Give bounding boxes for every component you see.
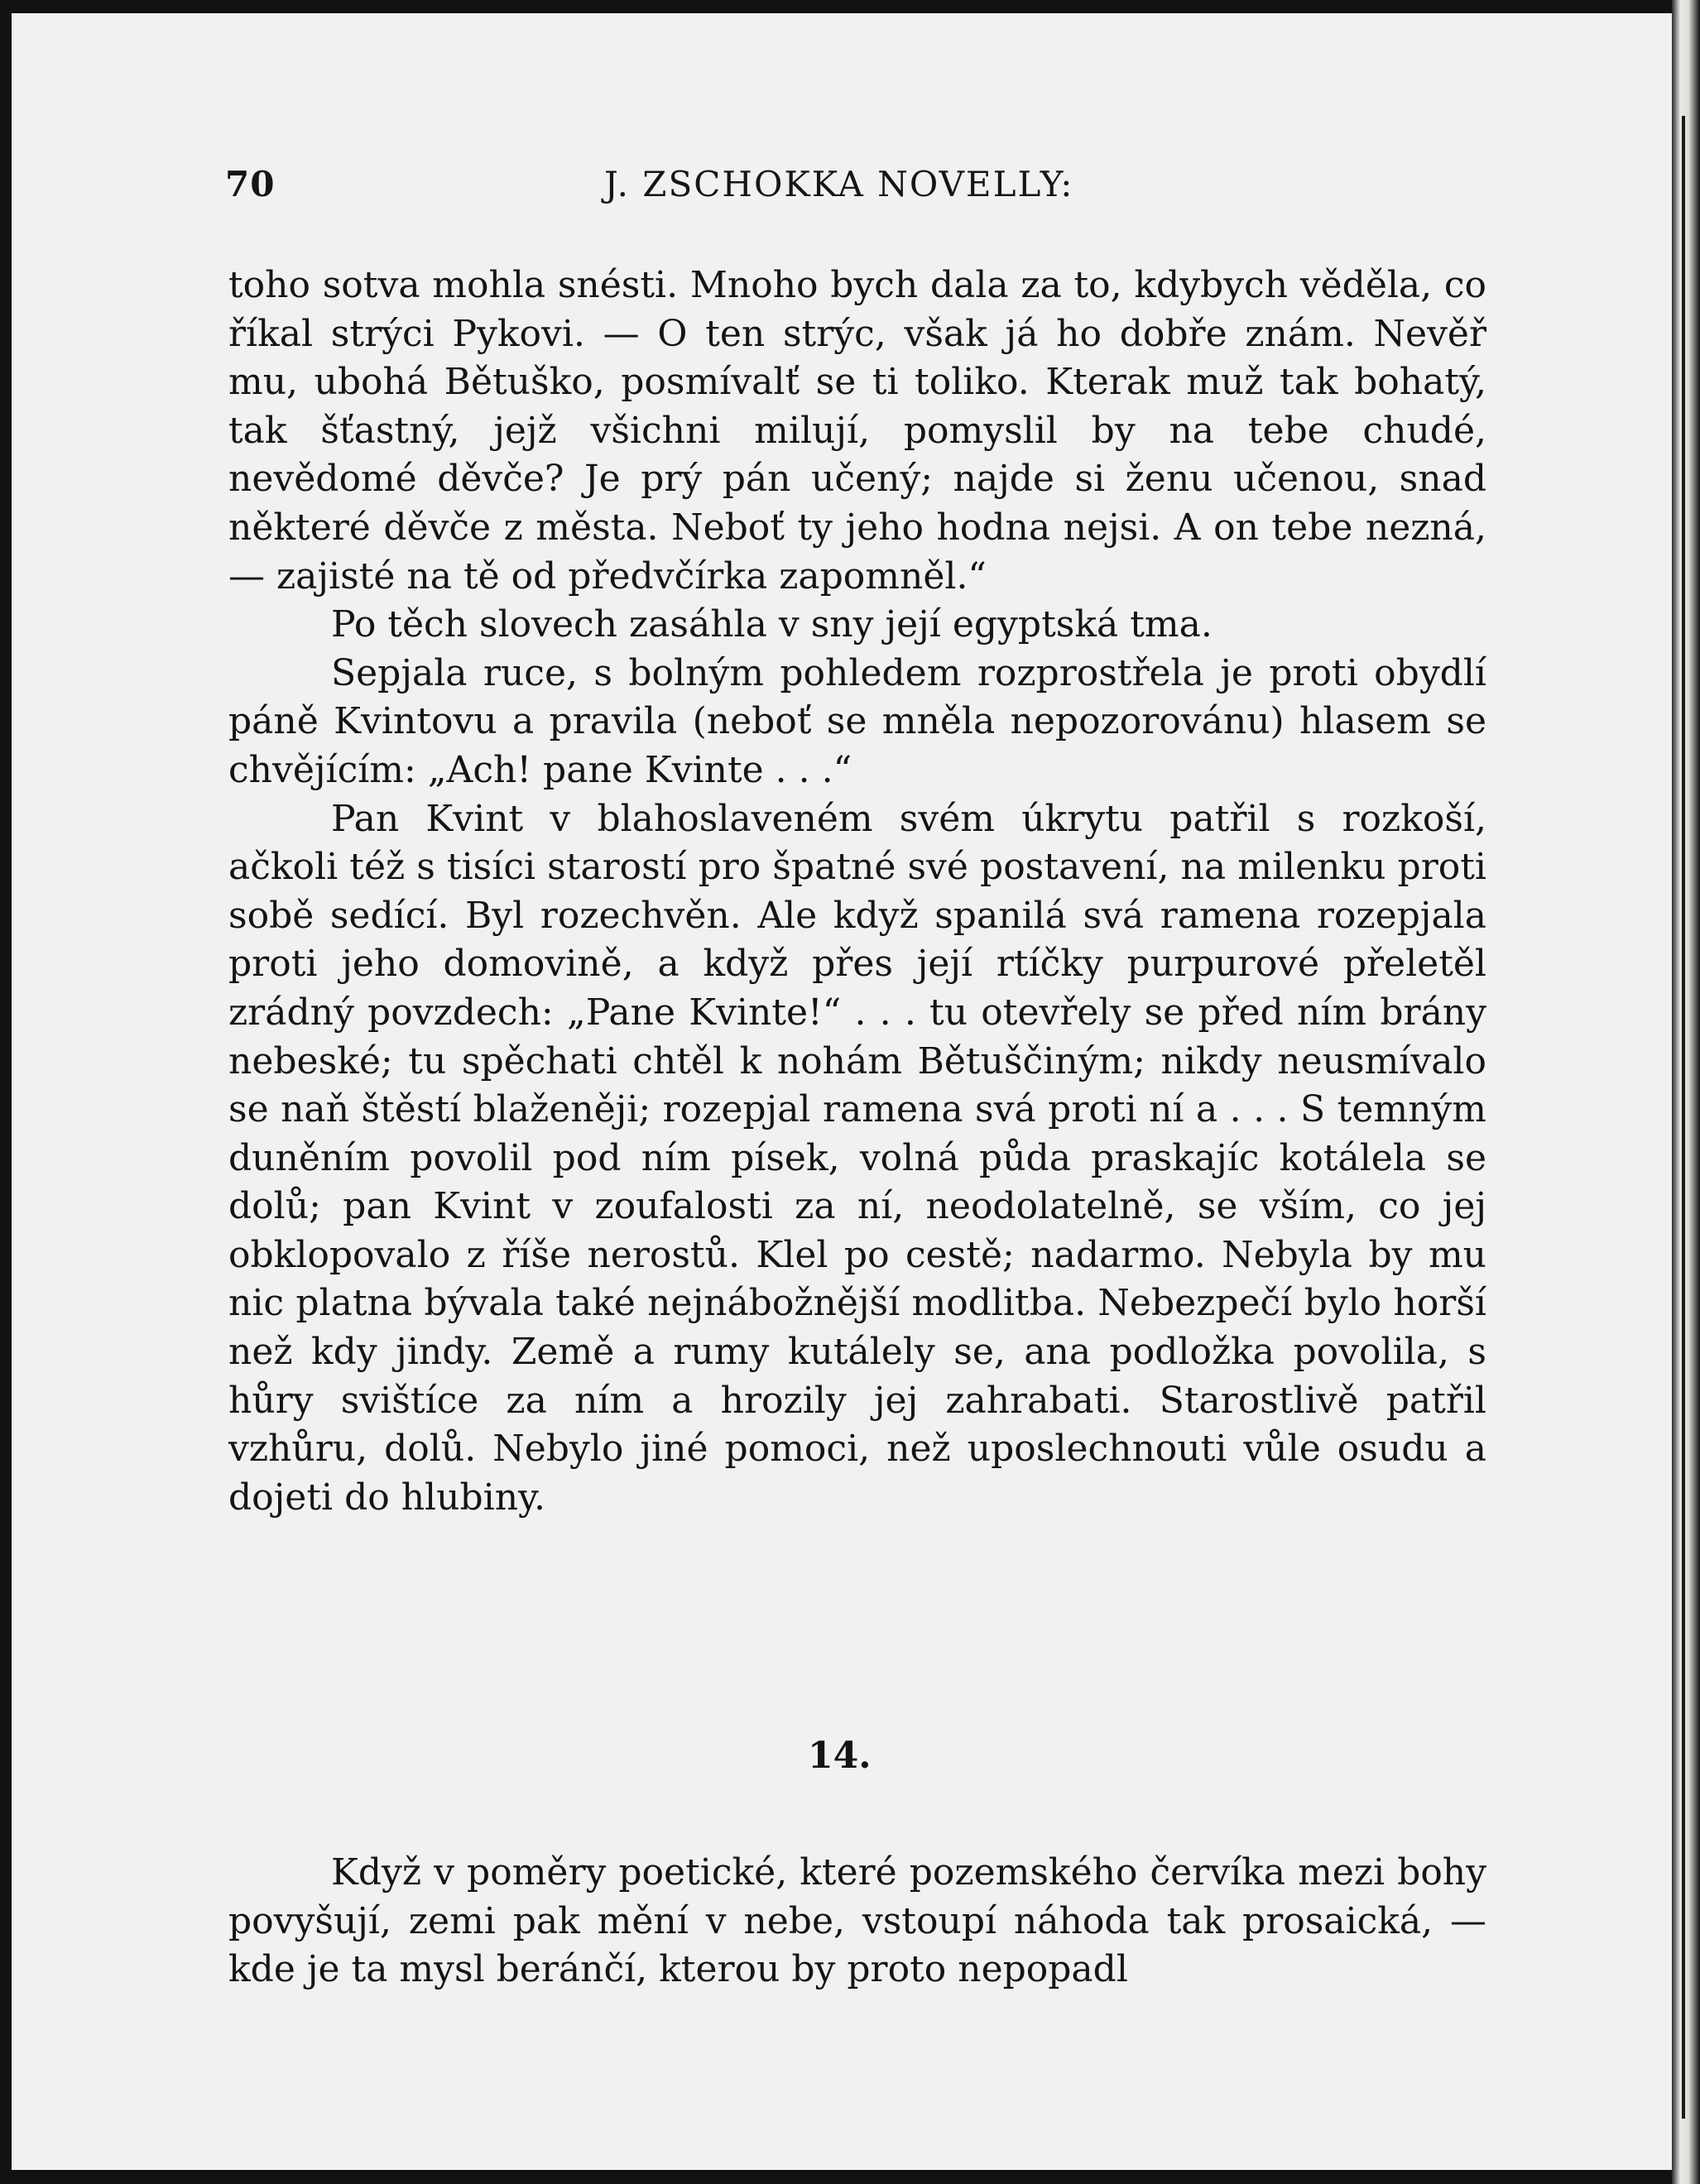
paragraph: Po těch slovech zasáhla v sny její egyptská tma.: [331, 603, 1213, 646]
chapter-number: 14.: [808, 1735, 872, 1777]
paragraph: Pan Kvint v blahoslaveném svém úkrytu patřil s rozkoší, ačkoli též s tisíci starostí pro špatné své postavení, na milenku proti sobě sedící. Byl rozechvěn. Ale když spanilá svá ramena rozepjala proti jeho domovině, a když přes její rtíčky purpurové přeletěl zrádný povzdech: „Pane Kvinte!“ . . . tu otevřely se před ním brány nebeské; tu spěchati chtěl k nohám Bětuščiným; nikdy neusmívalo se naň štěstí blaženěji; rozepjal ramena svá proti ní a . . . S temným duněním povolil pod ním písek, volná půda praskajíc kotálela se dolů; pan Kvint v zoufalosti za ní, neodolatelně, se vším, co jej obklopovalo z říše nerostů. Klel po cestě; nadarmo. Nebyla by mu nic platna bývala také nejnábožnější modlitba. Nebezpečí bylo horší než kdy jindy. Země a rumy kutálely se, ana podložka povolila, s hůry svištíce za ním a hrozily jej zahrabati. Starostlivě patřil vzhůru, dolů. Nebylo jiné pomoci, než uposlechnouti vůle osudu a dojeti do hlubiny.: [228, 797, 1486, 1519]
book-page: [12, 13, 1672, 2170]
body-text: [228, 262, 1486, 1522]
edge-rule: [1682, 116, 1685, 2119]
page-edge: [1672, 0, 1700, 2184]
paragraph: Když v poměry poetické, které pozemského červíka mezi bohy povyšují, zemi pak mění v nebe, vstoupí náhoda tak prosaická, — kde je ta mysl beránčí, kterou by proto nepopadl: [228, 1851, 1486, 1991]
paragraph: Sepjala ruce, s bolným pohledem rozprostřela je proti obydlí páně Kvintovu a pravila (neboť se mněla nepozorovánu) hlasem se chvějícím: „Ach! pane Kvinte . . .“: [228, 651, 1486, 791]
page-number: 70: [225, 164, 276, 204]
running-title: J. ZSCHOKKA NOVELLY:: [604, 164, 1074, 204]
chapter-text: [228, 1849, 1486, 1994]
page-header: [225, 164, 1111, 214]
paragraph: toho sotva mohla snésti. Mnoho bych dala za to, kdybych věděla, co říkal strýci Pykovi. — O ten strýc, však já ho dobře znám. Nevěř mu, ubohá Bětuško, posmívalť se ti toliko. Kterak muž tak bohatý, tak šťastný, jejž všichni milují, pomyslil by na tebe chudé, nevědomé děvče? Je prý pán učený; najde si ženu učenou, snad některé děvče z města. Neboť ty jeho hodna nejsi. A on tebe nezná, — zajisté na tě od předvčírka zapomněl.“: [228, 264, 1486, 598]
